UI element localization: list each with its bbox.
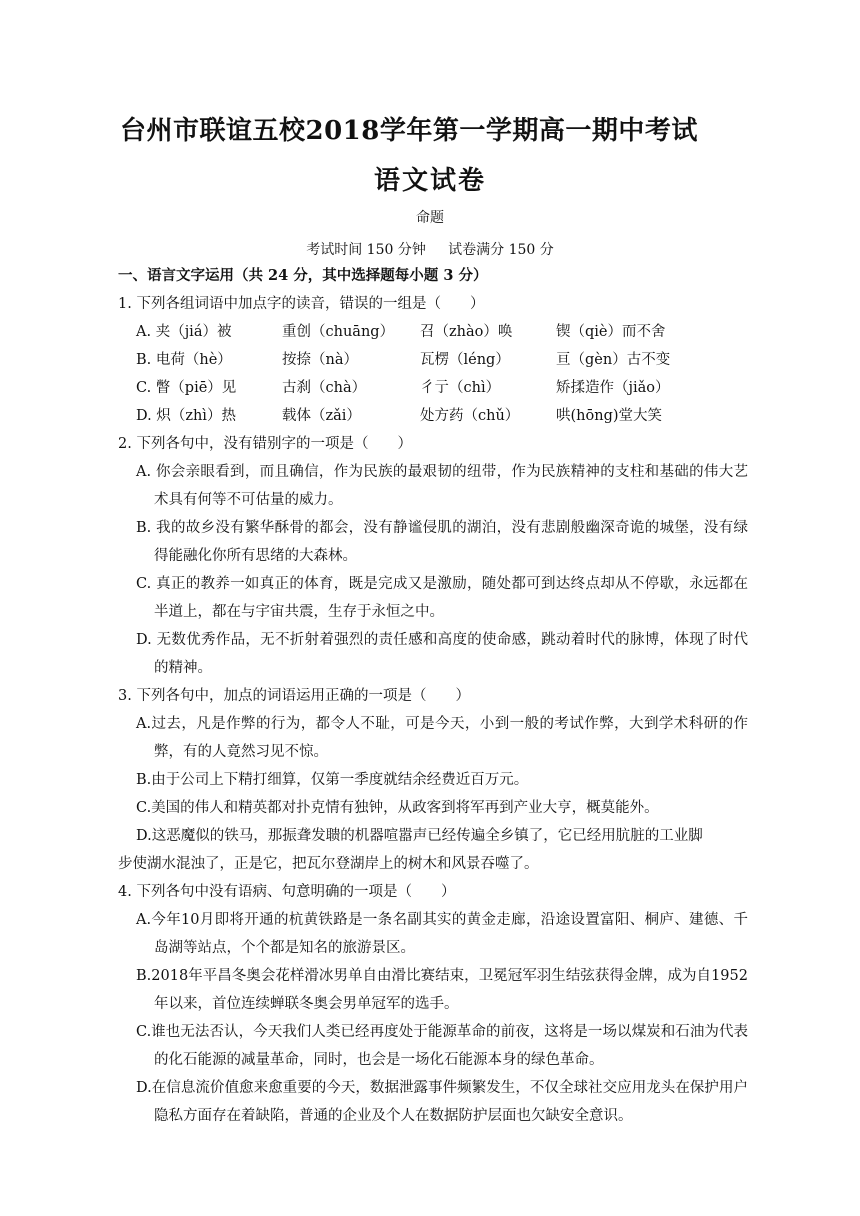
q3-option-d-line1: D.这恶魔似的铁马，那振聋发聩的机器喧嚣声已经传遍全乡镇了，它已经用肮脏的工业脚 [136,828,703,844]
q1-option: 古刹（chà） [282,380,367,396]
q1-option: 载体（zǎi） [282,408,361,424]
q1-option: 瓦楞（léng） [420,352,510,368]
q3-option-c: C.美国的伟人和精英都对扑克情有独钟，从政客到将军再到产业大亨，概莫能外。 [136,800,659,816]
q4-option-b: B.2018年平昌冬奥会花样滑冰男单自由滑比赛结束，卫冕冠军羽生结弦获得金牌，成为自1952年以来，首位连续蝉联冬奥会男单冠军的选手。 [136,968,748,1012]
q1-option: D. 炽（zhì）热 [136,408,236,424]
question-2-stem: 2. 下列各句中，没有错别字的一项是（ ） [118,436,412,452]
question-4-stem: 4. 下列各句中没有语病、句意明确的一项是（ ） [118,884,456,900]
q2-option-c: C. 真正的教养一如真正的体育，既是完成又是激励，随处都可到达终点却从不停歇，永远都在半道上，都在与宇宙共震，生存于永恒之中。 [136,576,748,620]
section-heading: 一、语言文字运用（共 24 分，其中选择题每小题 3 分） [118,267,488,284]
q3-option-b: B.由于公司上下精打细算，仅第一季度就结余经费近百万元。 [136,772,529,788]
proposer-label: 命题 [416,210,444,226]
q1-option: 亘（gèn）古不变 [556,352,671,368]
exam-subtitle: 语文试卷 [373,166,486,196]
q4-option-c: C.谁也无法否认，今天我们人类已经再度处于能源革命的前夜，这将是一场以煤炭和石油为代表的化石能源的减量革命，同时，也会是一场化石能源本身的绿色革命。 [136,1024,748,1068]
exam-content [118,262,748,1130]
q1-option: C. 瞥（piē）见 [136,380,237,396]
q1-option: 按捺（nà） [282,352,358,368]
q1-option: 重创（chuāng） [282,324,395,340]
q1-row-d [118,402,748,430]
q1-option: 矫揉造作（jiǎo） [556,380,670,396]
full-score: 试卷满分 150 分 [448,242,554,258]
exam-info [0,239,860,259]
q1-option: 处方药（chǔ） [420,408,520,424]
q1-row-b [118,346,748,374]
q3-option-a: A.过去，凡是作弊的行为，都令人不耻，可是今天，小到一般的考试作弊，大到学术科研的作弊，有的人竟然习见不惊。 [136,716,748,760]
q3-option-d-line2: 步使湖水混浊了，正是它，把瓦尔登湖岸上的树木和风景吞噬了。 [118,856,539,872]
q4-option-d: D.在信息流价值愈来愈重要的今天，数据泄露事件频繁发生，不仅全球社交应用龙头在保护用户隐私方面存在着缺陷，普通的企业及个人在数据防护层面也欠缺安全意识。 [136,1080,748,1124]
q1-option: 哄(hōng)堂大笑 [556,408,663,424]
exam-time: 考试时间 150 分钟 [306,242,426,258]
exam-title: 台州市联谊五校2018学年第一学期高一期中考试 [120,116,698,146]
q1-row-c [118,374,748,402]
q1-option: B. 电荷（hè） [136,352,232,368]
question-1-stem: 1. 下列各组词语中加点字的读音，错误的一组是（ ） [118,296,485,312]
q1-option: 召（zhào）唤 [420,324,513,340]
q1-row-a [118,318,748,346]
q1-option: A. 夹（jiá）被 [136,324,232,340]
q1-option: 彳亍（chì） [420,380,501,396]
q1-option: 锲（qiè）而不舍 [556,324,666,340]
question-3-stem: 3. 下列各句中，加点的词语运用正确的一项是（ ） [118,688,470,704]
q2-option-b: B. 我的故乡没有繁华酥骨的都会，没有静谧侵肌的湖泊，没有悲剧般幽深奇诡的城堡，没有绿得能融化你所有思绪的大森林。 [136,520,748,564]
q2-option-a: A. 你会亲眼看到，而且确信，作为民族的最艰韧的纽带，作为民族精神的支柱和基础的伟大艺术具有何等不可估量的威力。 [136,464,748,508]
q4-option-a: A.今年10月即将开通的杭黄铁路是一条名副其实的黄金走廊，沿途设置富阳、桐庐、建德、千岛湖等站点，个个都是知名的旅游景区。 [136,912,748,956]
q2-option-d: D. 无数优秀作品，无不折射着强烈的责任感和高度的使命感，跳动着时代的脉博，体现了时代的精神。 [136,632,748,676]
